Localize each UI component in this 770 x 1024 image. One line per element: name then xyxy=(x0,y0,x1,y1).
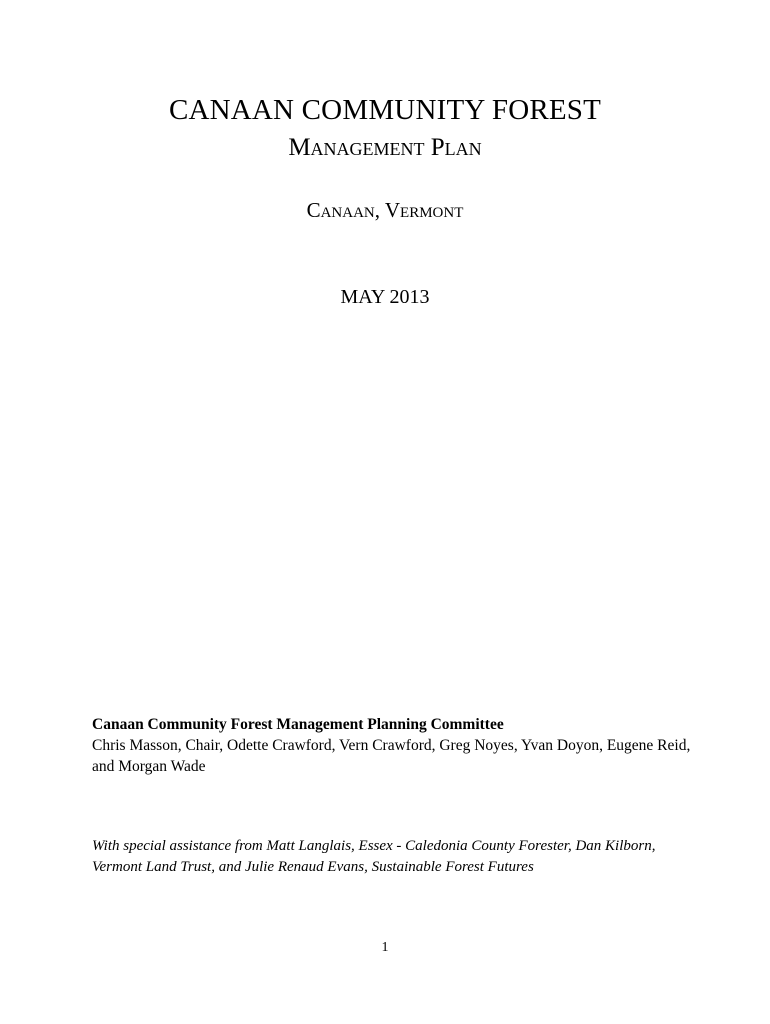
committee-section xyxy=(92,714,692,777)
document-location: Canaan, Vermont xyxy=(306,198,464,222)
document-date: MAY 2013 xyxy=(340,286,430,308)
document-subtitle: Management Plan xyxy=(288,134,482,161)
committee-members: Chris Masson, Chair, Odette Crawford, Vern Crawford, Greg Noyes, Yvan Doyon, Eugene Reid, and Morgan Wade xyxy=(92,737,691,775)
special-assistance-note: With special assistance from Matt Langlais, Essex - Caledonia County Forester, Dan Kilborn, Vermont Land Trust, and Julie Renaud Evans, Sustainable Forest Futures xyxy=(92,838,656,875)
committee-heading: Canaan Community Forest Management Planning Committee xyxy=(92,716,504,733)
document-title: CANAAN COMMUNITY FOREST xyxy=(168,94,602,126)
page-number: 1 xyxy=(381,940,389,955)
